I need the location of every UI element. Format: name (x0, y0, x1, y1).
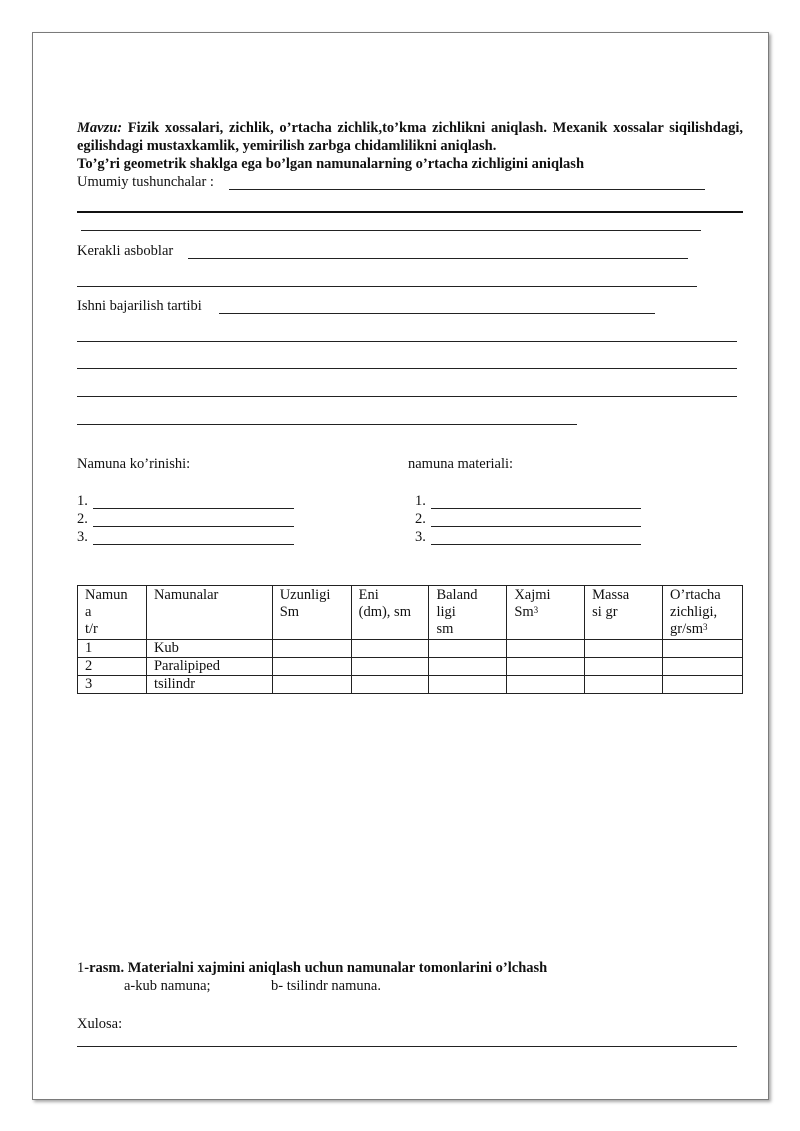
table-cell-empty[interactable] (429, 640, 507, 658)
table-cell-empty[interactable] (585, 640, 663, 658)
topic-block (77, 119, 743, 173)
topic-label: Mavzu: (77, 120, 123, 136)
sample-view-label: Namuna ko’rinishi: (77, 456, 191, 472)
sample-material-line[interactable] (431, 508, 641, 509)
table-cell-number: 1 (78, 640, 147, 658)
table-header-cell: Namunalar (146, 586, 272, 640)
topic-text: Fizik xossalari, zichlik, o’rtacha zichlik,to’kma zichlikni aniqlash. Mexanik xossalar siqilishdagi, egilishdagi mustaxkamlik, yemirilish zarbga chidamlilikni aniqlash. (77, 120, 744, 154)
table-cell-empty[interactable] (663, 676, 743, 694)
sample-view-item: 3. (77, 529, 88, 545)
general-concepts-line[interactable] (229, 189, 705, 190)
procedure-line-5[interactable] (77, 424, 577, 425)
table-cell-empty[interactable] (507, 676, 585, 694)
figure-caption-text: -rasm. Materialni xajmini aniqlash uchun namunalar tomonlarini o’lchash (84, 960, 548, 976)
sample-material-item: 1. (415, 493, 426, 509)
table-cell-empty[interactable] (351, 658, 429, 676)
general-concepts-line-3[interactable] (81, 230, 701, 231)
table-cell-empty[interactable] (663, 658, 743, 676)
table-cell-empty[interactable] (663, 640, 743, 658)
conclusion-line[interactable] (77, 1046, 737, 1047)
figure-caption (77, 959, 547, 977)
table-cell-empty[interactable] (272, 640, 351, 658)
conclusion-label: Xulosa: (77, 1016, 123, 1032)
table-header-row (78, 586, 743, 640)
table-cell-empty[interactable] (272, 676, 351, 694)
table-cell-number: 3 (78, 676, 147, 694)
table-header-cell: Baland ligi sm (429, 586, 507, 640)
sample-material-line[interactable] (431, 526, 641, 527)
table-header-cell: Massa si gr (585, 586, 663, 640)
document-page (32, 32, 769, 1100)
table-cell-empty[interactable] (429, 676, 507, 694)
sample-material-item: 3. (415, 529, 426, 545)
sample-material-item: 2. (415, 511, 426, 527)
table-cell-empty[interactable] (507, 658, 585, 676)
topic-line2: To’g’ri geometrik shaklga ega bo’lgan namunalarning o’rtacha zichligini aniqlash (77, 156, 585, 172)
table-cell-sample: Paralipiped (146, 658, 272, 676)
table-header-cell: Eni (dm), sm (351, 586, 429, 640)
sample-material-label: namuna materiali: (408, 456, 514, 472)
table-cell-empty[interactable] (507, 640, 585, 658)
figure-sub-b: b- tsilindr namuna. (271, 978, 381, 994)
table-row (78, 658, 743, 676)
table-cell-number: 2 (78, 658, 147, 676)
table-cell-empty[interactable] (351, 676, 429, 694)
procedure-line[interactable] (219, 313, 655, 314)
procedure-label: Ishni bajarilish tartibi (77, 298, 202, 314)
sample-view-line[interactable] (93, 544, 294, 545)
table-row (78, 640, 743, 658)
figure-number: 1 (77, 960, 85, 976)
table-cell-sample: Kub (146, 640, 272, 658)
procedure-line-3[interactable] (77, 368, 737, 369)
table-header-cell: O’rtacha zichligi, $gr/sm^3$ (663, 586, 743, 640)
measurement-table (77, 585, 743, 694)
table-header-cell: Uzunligi Sm (272, 586, 351, 640)
sample-view-item: 2. (77, 511, 88, 527)
table-header-cell: Xajmi Sm$^3$ (507, 586, 585, 640)
general-concepts-label: Umumiy tushunchalar : (77, 174, 214, 190)
sample-view-item: 1. (77, 493, 88, 509)
table-cell-empty[interactable] (585, 676, 663, 694)
table-row (78, 676, 743, 694)
table-cell-empty[interactable] (585, 658, 663, 676)
procedure-line-2[interactable] (77, 341, 737, 342)
tools-line[interactable] (188, 258, 688, 259)
sample-view-line[interactable] (93, 508, 294, 509)
table-cell-sample: tsilindr (146, 676, 272, 694)
topic-line1 (77, 119, 743, 155)
table-cell-empty[interactable] (429, 658, 507, 676)
table-cell-empty[interactable] (351, 640, 429, 658)
general-concepts-line-2[interactable] (77, 211, 743, 213)
table-header-cell: Namun a t/r (78, 586, 147, 640)
procedure-line-4[interactable] (77, 396, 737, 397)
table-cell-empty[interactable] (272, 658, 351, 676)
sample-material-line[interactable] (431, 544, 641, 545)
sample-view-line[interactable] (93, 526, 294, 527)
tools-label: Kerakli asboblar (77, 243, 174, 259)
tools-line-2[interactable] (77, 286, 697, 287)
figure-sub-a: a-kub namuna; (124, 978, 211, 994)
